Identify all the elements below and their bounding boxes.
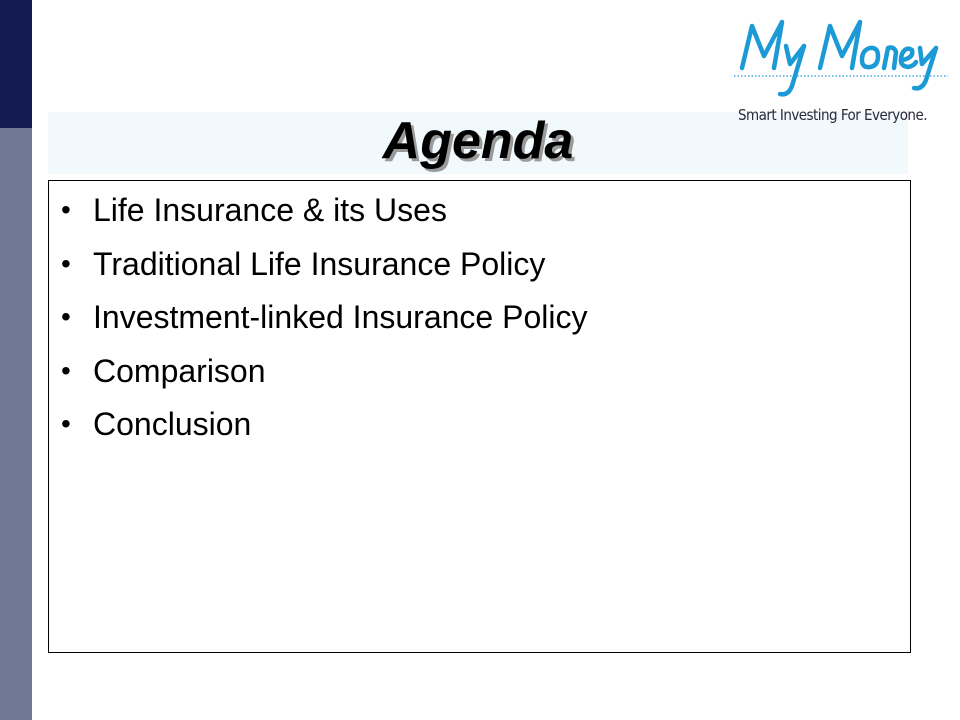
slide-title: Agenda xyxy=(382,112,574,170)
agenda-item xyxy=(49,403,910,457)
agenda-item xyxy=(49,189,910,243)
agenda-content-box xyxy=(48,180,911,653)
agenda-item-text: Comparison xyxy=(93,352,266,389)
bullet-icon: • xyxy=(61,354,71,386)
bullet-icon: • xyxy=(61,301,71,332)
bullet-icon: • xyxy=(61,408,71,439)
bullet-icon: • xyxy=(61,194,71,225)
sidebar-accent-dark xyxy=(0,0,32,128)
agenda-list xyxy=(49,181,910,457)
bullet-icon: • xyxy=(61,247,71,279)
agenda-item-text: Investment-linked Insurance Policy xyxy=(93,299,588,335)
agenda-item-text: Life Insurance & its Uses xyxy=(93,192,447,228)
agenda-item-text: Traditional Life Insurance Policy xyxy=(93,245,546,282)
agenda-item-text: Conclusion xyxy=(93,406,252,442)
agenda-item xyxy=(49,350,910,404)
agenda-item xyxy=(49,243,910,297)
sidebar-accent-light xyxy=(0,128,32,720)
agenda-item xyxy=(49,296,910,350)
logo-tagline: Smart Investing For Everyone. xyxy=(738,106,927,124)
